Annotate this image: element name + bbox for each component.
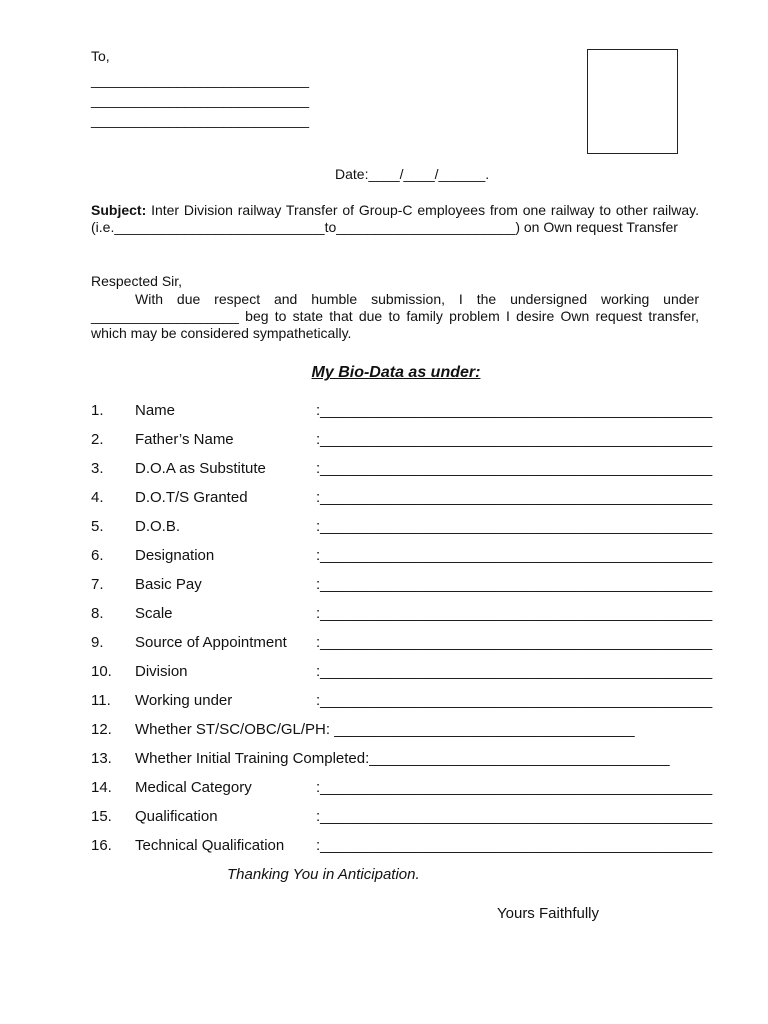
- subject-label: Subject:: [91, 202, 147, 218]
- subject-paragraph: [91, 202, 699, 236]
- row-blank-field[interactable]: :_______________________________________________: [316, 402, 713, 419]
- address-line-2[interactable]: ____________________________: [91, 92, 310, 108]
- row-label: D.O.A as Substitute: [135, 460, 266, 477]
- row-number: 14.: [91, 779, 112, 796]
- photo-box: [587, 49, 678, 154]
- row-blank-field[interactable]: :_______________________________________________: [316, 576, 713, 593]
- row-blank-field[interactable]: :_______________________________________________: [316, 663, 713, 680]
- row-blank-field[interactable]: :_______________________________________________: [316, 634, 713, 651]
- row-number: 10.: [91, 663, 112, 680]
- row-label: Division: [135, 663, 188, 680]
- row-blank-field[interactable]: :_______________________________________________: [316, 489, 713, 506]
- row-label: Basic Pay: [135, 576, 202, 593]
- row-label: Scale: [135, 605, 173, 622]
- row-number: 11.: [91, 692, 111, 709]
- bio-data-heading: My Bio-Data as under:: [311, 364, 481, 381]
- row-label: Name: [135, 402, 176, 419]
- row-label: Qualification: [135, 808, 218, 825]
- row-blank-field[interactable]: :_______________________________________________: [316, 692, 713, 709]
- row-label: Designation: [135, 547, 215, 564]
- row-label: Technical Qualification: [135, 837, 285, 854]
- row-number: 3.: [91, 460, 104, 477]
- row-blank-field[interactable]: :_______________________________________________: [316, 605, 713, 622]
- subject-text: Inter Division railway Transfer of Group-C employees from one railway to other railway. (i.e.___________________________to_______________________) on Own request Transfer: [91, 202, 699, 235]
- closing-line: Thanking You in Anticipation.: [227, 866, 420, 883]
- row-number: 1.: [91, 402, 104, 419]
- row-blank-field[interactable]: :_______________________________________________: [316, 779, 713, 796]
- row-number: 15.: [91, 808, 112, 825]
- address-line-3[interactable]: ____________________________: [91, 112, 310, 128]
- row-number: 8.: [91, 605, 104, 622]
- row-number: 12.: [91, 721, 112, 738]
- row-number: 2.: [91, 431, 104, 448]
- row-blank-field[interactable]: :_______________________________________________: [316, 808, 713, 825]
- row-number: 16.: [91, 837, 112, 854]
- row-label: Working under: [135, 692, 233, 709]
- row-number: 7.: [91, 576, 104, 593]
- row-number: 5.: [91, 518, 104, 535]
- row-label: D.O.T/S Granted: [135, 489, 248, 506]
- address-to: To,: [91, 48, 110, 64]
- row-blank-field[interactable]: :_______________________________________________: [316, 460, 713, 477]
- row-number: 13.: [91, 750, 112, 767]
- row-blank-field[interactable]: :_______________________________________________: [316, 518, 713, 535]
- row-label: D.O.B.: [135, 518, 181, 535]
- address-line-1[interactable]: ____________________________: [91, 72, 310, 88]
- row-blank-field[interactable]: :_______________________________________________: [316, 431, 713, 448]
- row-number: 4.: [91, 489, 104, 506]
- row-number: 6.: [91, 547, 104, 564]
- row-blank-field[interactable]: :_______________________________________________: [316, 837, 713, 854]
- date-line[interactable]: Date:____/____/______.: [335, 166, 490, 182]
- row-number: 9.: [91, 634, 104, 651]
- body-paragraph: [91, 291, 699, 342]
- row-label-with-blank[interactable]: Whether ST/SC/OBC/GL/PH: ____________________________________: [135, 721, 635, 738]
- row-label-with-blank[interactable]: Whether Initial Training Completed:____________________________________: [135, 750, 670, 767]
- salutation: Respected Sir,: [91, 273, 183, 289]
- row-label: Source of Appointment: [135, 634, 287, 651]
- row-label: Medical Category: [135, 779, 252, 796]
- body-text: With due respect and humble submission, I the undersigned working under ___________________ beg to state that due to family problem I desire Own request transfer, which may be considered sympathetically.: [91, 291, 699, 341]
- row-label: Father’s Name: [135, 431, 234, 448]
- row-blank-field[interactable]: :_______________________________________________: [316, 547, 713, 564]
- signoff: Yours Faithfully: [497, 905, 599, 922]
